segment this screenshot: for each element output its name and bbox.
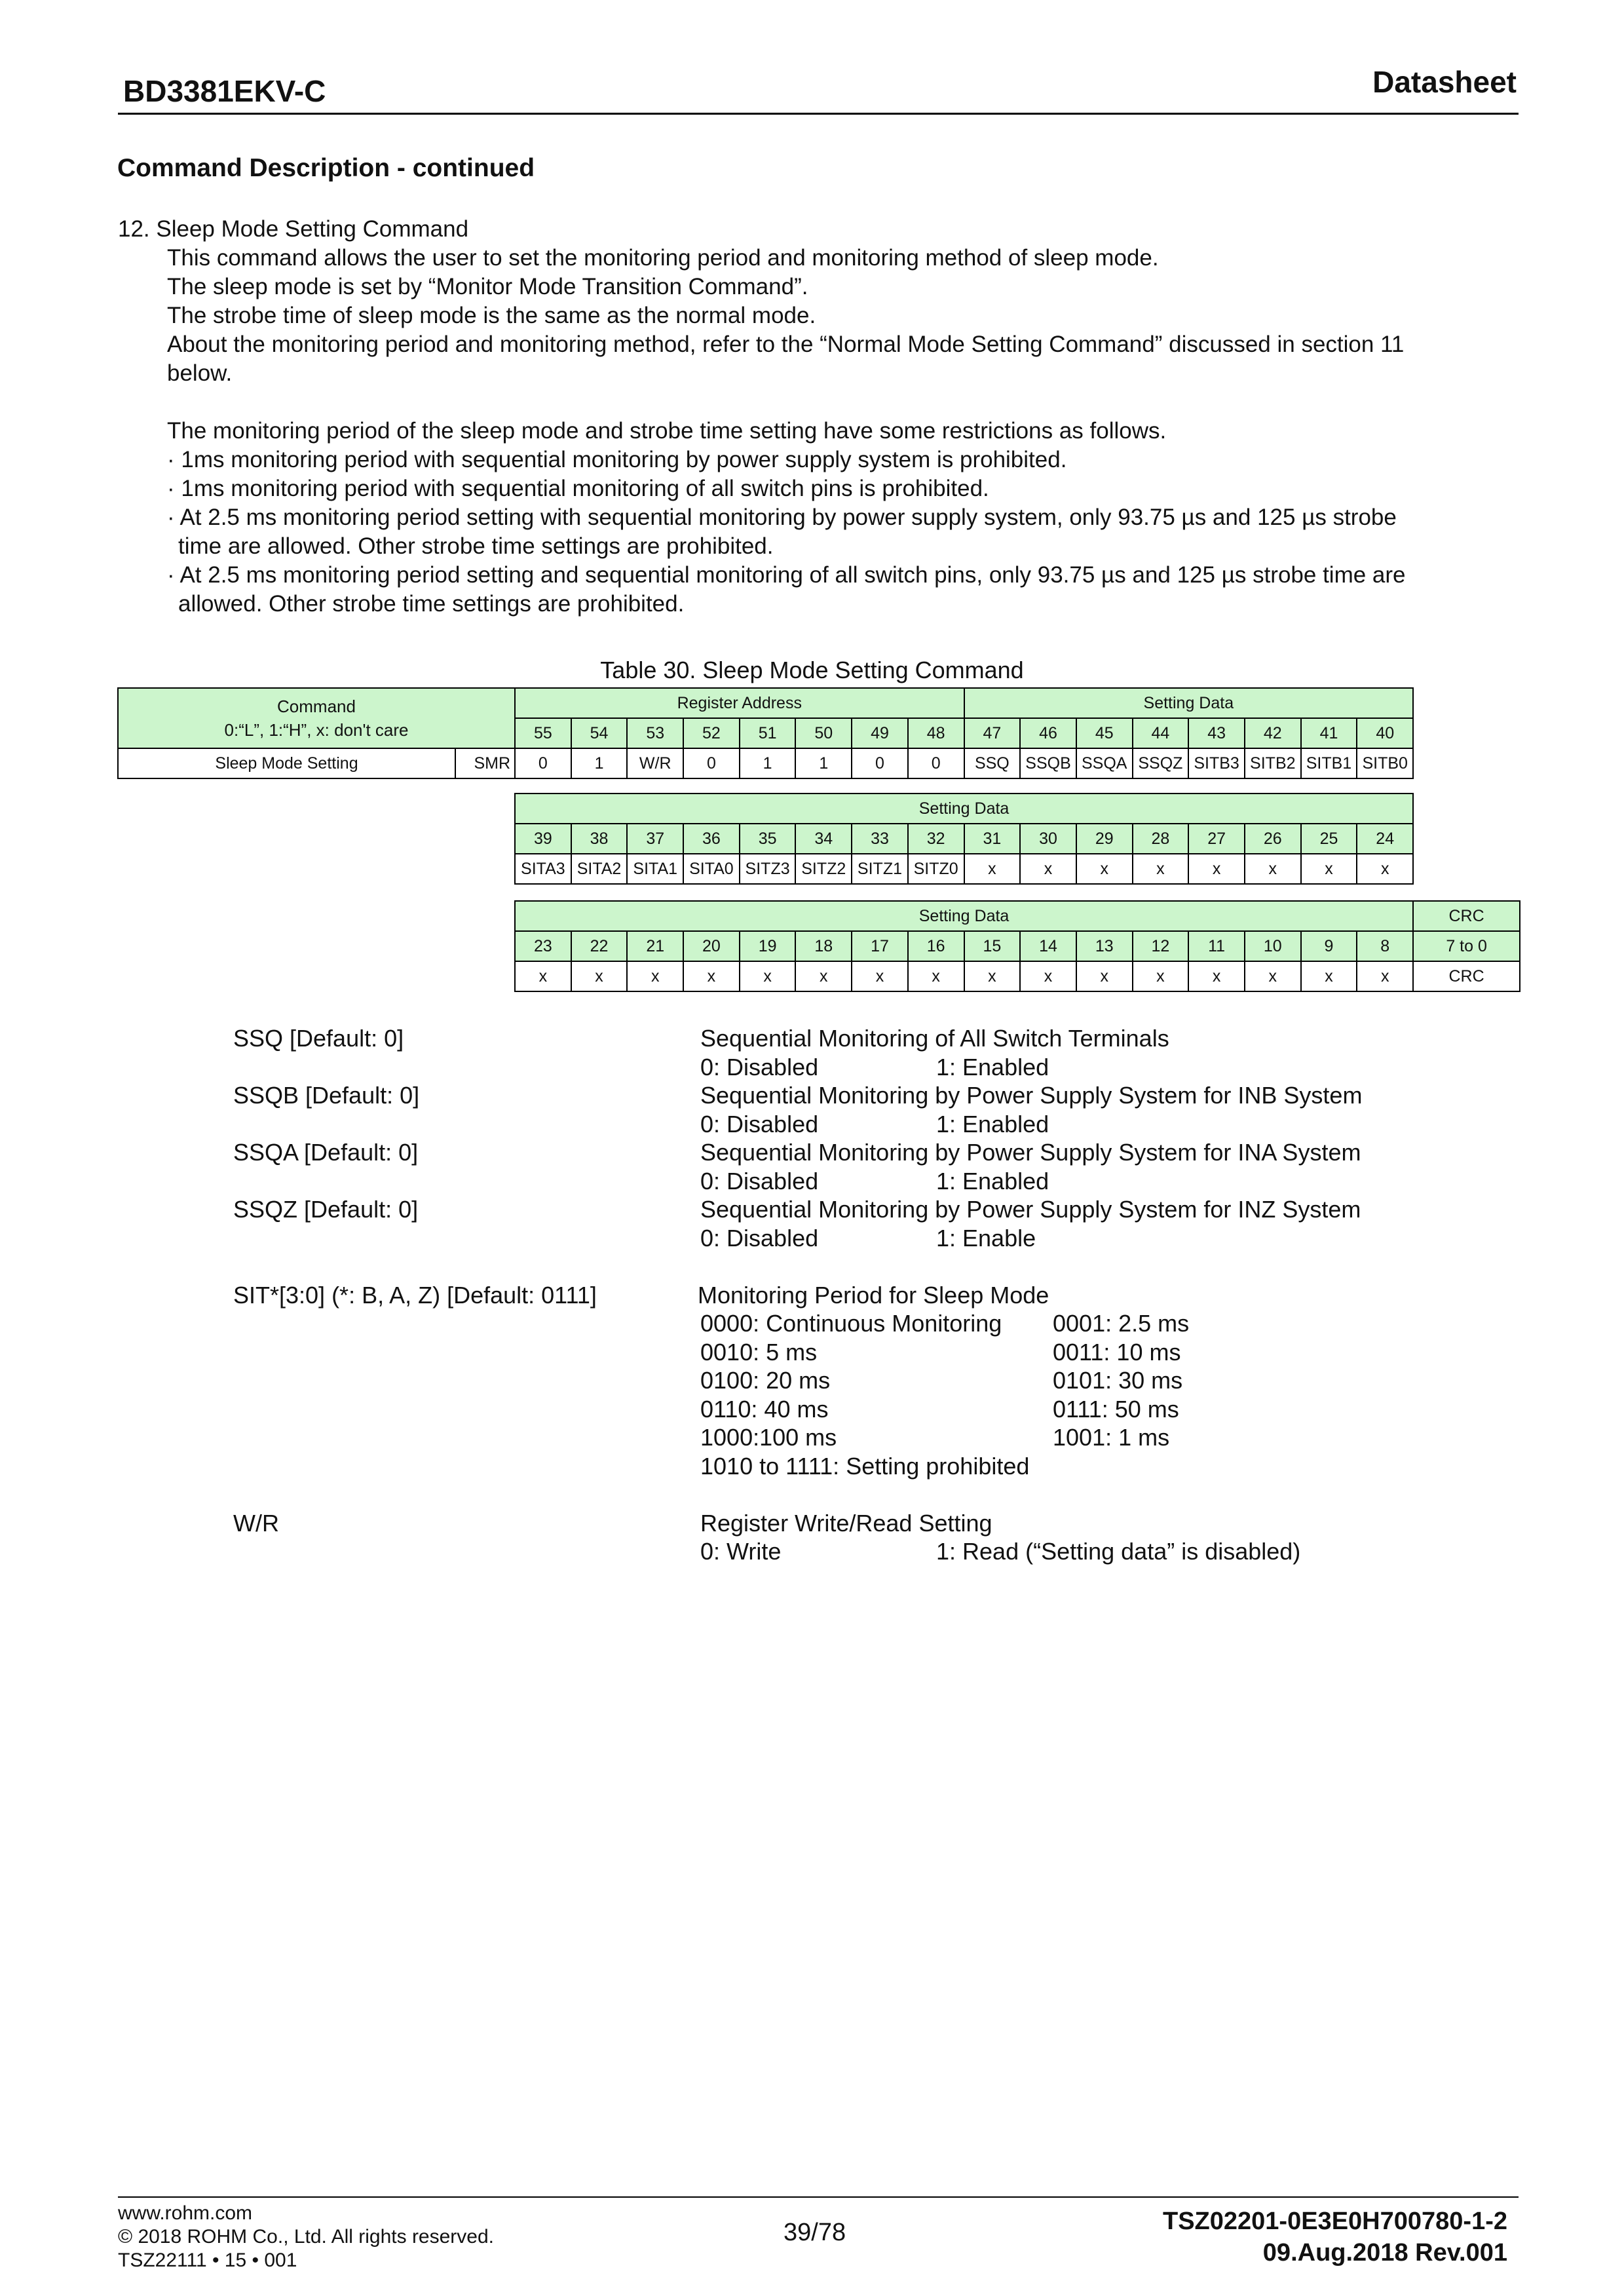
register-table-lower: [514, 900, 1520, 992]
bit-number: 50: [795, 718, 852, 748]
bit-value: x: [1188, 854, 1245, 884]
option: 1001: 1 ms: [1053, 1424, 1170, 1451]
table-caption: Table 30. Sleep Mode Setting Command: [600, 657, 1024, 683]
option: 1000:100 ms: [700, 1424, 837, 1451]
bit-number: 10: [1245, 931, 1301, 961]
bit-number: 34: [795, 824, 852, 854]
bit-number: 15: [964, 931, 1021, 961]
bit-number: 18: [795, 931, 852, 961]
bit-value: SITZ3: [740, 854, 796, 884]
bit-value: x: [683, 961, 740, 991]
bit-number: 40: [1357, 718, 1413, 748]
bit-value: SITZ1: [852, 854, 908, 884]
option: 0010: 5 ms: [700, 1338, 818, 1366]
bit-number: 26: [1245, 824, 1301, 854]
bit-number: 12: [1133, 931, 1189, 961]
bit-value: x: [1020, 961, 1076, 991]
part-number: BD3381EKV-C: [123, 74, 326, 108]
bit-value: SITB1: [1301, 748, 1357, 778]
field-name-sit: SIT*[3:0] (*: B, A, Z) [Default: 0111]: [233, 1281, 597, 1309]
bit-value: x: [908, 961, 964, 991]
option: 1: Enabled: [936, 1110, 1049, 1138]
restriction-item: · At 2.5 ms monitoring period setting with sequential monitoring by power supply system, only 93.75 µs and 125 µs strobe: [167, 505, 1397, 530]
bit-value: W/R: [627, 748, 683, 778]
field-desc-ssq: Sequential Monitoring of All Switch Terminals: [700, 1025, 1169, 1052]
bit-number: 32: [908, 824, 964, 854]
intro-line: below.: [167, 360, 233, 386]
bit-value: x: [1357, 854, 1413, 884]
command-name: Sleep Mode Setting: [118, 748, 455, 778]
bit-value: x: [964, 854, 1021, 884]
bit-number: 46: [1020, 718, 1076, 748]
bit-number: 22: [571, 931, 628, 961]
bit-value: 0: [683, 748, 740, 778]
bit-number: 28: [1133, 824, 1189, 854]
restriction-item: · At 2.5 ms monitoring period setting and sequential monitoring of all switch pins, only 93.75 µs and 125 µs strobe time are: [167, 562, 1406, 588]
option: 0111: 50 ms: [1053, 1395, 1179, 1423]
bit-value: SSQZ: [1133, 748, 1189, 778]
field-name-ssq: SSQ [Default: 0]: [233, 1025, 404, 1052]
bit-number: 30: [1020, 824, 1076, 854]
bit-value: x: [795, 961, 852, 991]
bit-value: 0: [852, 748, 908, 778]
option: 0000: Continuous Monitoring: [700, 1310, 1002, 1337]
bit-number: 9: [1301, 931, 1357, 961]
bit-number: 11: [1188, 931, 1245, 961]
bit-number: 37: [627, 824, 683, 854]
option: 0: Disabled: [700, 1224, 819, 1252]
bit-value: x: [1301, 961, 1357, 991]
setting-data-header: Setting Data: [515, 794, 1413, 824]
bit-value: SITB2: [1245, 748, 1301, 778]
bit-number: 43: [1188, 718, 1245, 748]
field-desc-wr: Register Write/Read Setting: [700, 1509, 992, 1537]
option: 1: Read (“Setting data” is disabled): [936, 1538, 1301, 1565]
item-heading: 12. Sleep Mode Setting Command: [118, 216, 469, 242]
bit-value: x: [1133, 961, 1189, 991]
command-header-legend: 0:“L”, 1:“H”, x: don't care: [224, 720, 409, 740]
form-code: TSZ22111 • 15 • 001: [118, 2249, 297, 2271]
field-name-ssqz: SSQZ [Default: 0]: [233, 1196, 419, 1223]
date-revision: 09.Aug.2018 Rev.001: [1262, 2239, 1507, 2267]
bit-number: 54: [571, 718, 628, 748]
bit-value: x: [1020, 854, 1076, 884]
crc-value: CRC: [1413, 961, 1520, 991]
setting-data-header: Setting Data: [515, 901, 1413, 931]
bit-value: SITA1: [627, 854, 683, 884]
bit-number: 49: [852, 718, 908, 748]
bit-number: 41: [1301, 718, 1357, 748]
register-table-upper: [117, 687, 1414, 779]
intro-line: This command allows the user to set the monitoring period and monitoring method of sleep mode.: [167, 245, 1159, 271]
bit-number: 16: [908, 931, 964, 961]
register-table-middle: [514, 793, 1414, 885]
option: 1: Enabled: [936, 1053, 1049, 1081]
bit-value: 0: [908, 748, 964, 778]
option: 0: Disabled: [700, 1053, 819, 1081]
restriction-item: time are allowed. Other strobe time settings are prohibited.: [178, 533, 774, 559]
section-title: Command Description - continued: [117, 154, 535, 182]
bit-value: x: [1245, 961, 1301, 991]
bit-value: SITA2: [571, 854, 628, 884]
field-name-wr: W/R: [233, 1509, 279, 1537]
option: 0: Disabled: [700, 1110, 819, 1138]
bit-number: 20: [683, 931, 740, 961]
register-address-header: Register Address: [515, 688, 964, 718]
bit-number: 36: [683, 824, 740, 854]
definition-descriptions: [700, 1024, 1362, 1566]
command-header-title: Command: [277, 697, 356, 716]
bit-value: x: [571, 961, 628, 991]
restriction-item: · 1ms monitoring period with sequential monitoring of all switch pins is prohibited.: [167, 476, 989, 501]
bit-value: x: [1301, 854, 1357, 884]
bit-number: 47: [964, 718, 1021, 748]
bit-value: 1: [740, 748, 796, 778]
field-desc-ssqb: Sequential Monitoring by Power Supply System for INB System: [700, 1082, 1363, 1109]
bit-value: x: [964, 961, 1021, 991]
bit-value: 1: [571, 748, 628, 778]
bit-value: SITA0: [683, 854, 740, 884]
bit-value: x: [1133, 854, 1189, 884]
restriction-item: · 1ms monitoring period with sequential monitoring by power supply system is prohibited.: [167, 447, 1067, 472]
bit-number: 27: [1188, 824, 1245, 854]
footer-left: [118, 2202, 494, 2272]
crc-header: CRC: [1413, 901, 1520, 931]
bit-value: SSQA: [1076, 748, 1133, 778]
bit-value: SITZ2: [795, 854, 852, 884]
intro-line: The sleep mode is set by “Monitor Mode Transition Command”.: [167, 274, 808, 299]
bit-number: 53: [627, 718, 683, 748]
bit-value: x: [515, 961, 571, 991]
bit-value: 1: [795, 748, 852, 778]
bit-value: x: [1188, 961, 1245, 991]
footer-right: [1163, 2206, 1507, 2268]
restrictions-intro: The monitoring period of the sleep mode and strobe time setting have some restrictions as follows.: [167, 418, 1167, 444]
field-desc-ssqz: Sequential Monitoring by Power Supply System for INZ System: [700, 1196, 1361, 1223]
bit-number: 8: [1357, 931, 1413, 961]
bit-number: 42: [1245, 718, 1301, 748]
bit-number: 23: [515, 931, 571, 961]
bit-value: x: [1076, 854, 1133, 884]
field-name-ssqa: SSQA [Default: 0]: [233, 1139, 419, 1166]
bit-number: 44: [1133, 718, 1189, 748]
bit-number: 52: [683, 718, 740, 748]
bit-value: x: [740, 961, 796, 991]
bit-number: 39: [515, 824, 571, 854]
header-divider: [118, 113, 1519, 115]
bit-value: SITB0: [1357, 748, 1413, 778]
copyright: © 2018 ROHM Co., Ltd. All rights reserved.: [118, 2226, 494, 2248]
option: 0: Disabled: [700, 1167, 819, 1195]
bit-number: 29: [1076, 824, 1133, 854]
option: 0100: 20 ms: [700, 1367, 831, 1394]
bit-number: 35: [740, 824, 796, 854]
bit-value: x: [627, 961, 683, 991]
bit-number: 51: [740, 718, 796, 748]
bit-number: 48: [908, 718, 964, 748]
bit-number: 33: [852, 824, 908, 854]
bit-number: 31: [964, 824, 1021, 854]
bit-value: x: [1245, 854, 1301, 884]
bit-number: 45: [1076, 718, 1133, 748]
website-link[interactable]: www.rohm.com: [118, 2202, 253, 2224]
bit-number: 13: [1076, 931, 1133, 961]
bit-value: x: [852, 961, 908, 991]
bit-number: 19: [740, 931, 796, 961]
definition-names: [233, 1024, 597, 1537]
bit-number: 14: [1020, 931, 1076, 961]
restriction-item: allowed. Other strobe time settings are prohibited.: [178, 591, 685, 617]
option: 0101: 30 ms: [1053, 1367, 1183, 1394]
bit-value: SITA3: [515, 854, 571, 884]
setting-data-header: Setting Data: [964, 688, 1414, 718]
field-name-ssqb: SSQB [Default: 0]: [233, 1082, 420, 1109]
bit-number: 21: [627, 931, 683, 961]
bit-value: SSQB: [1020, 748, 1076, 778]
command-description: [118, 215, 1526, 619]
field-desc-sit: Monitoring Period for Sleep Mode: [698, 1281, 1049, 1309]
option: 1: Enabled: [936, 1167, 1049, 1195]
footer-divider: [118, 2196, 1519, 2198]
doc-type: Datasheet: [1372, 65, 1517, 99]
intro-line: About the monitoring period and monitoring method, refer to the “Normal Mode Setting Command” discussed in section 11: [167, 332, 1405, 357]
bit-value: SITZ0: [908, 854, 964, 884]
bit-value: x: [1076, 961, 1133, 991]
intro-line: The strobe time of sleep mode is the same as the normal mode.: [167, 303, 816, 328]
option-prohibited: 1010 to 1111: Setting prohibited: [700, 1452, 1030, 1480]
bit-number: 38: [571, 824, 628, 854]
option: 0110: 40 ms: [700, 1395, 829, 1423]
bit-number: 17: [852, 931, 908, 961]
page-number: 39/78: [784, 2219, 846, 2246]
doc-number: TSZ02201-0E3E0H700780-1-2: [1162, 2208, 1507, 2235]
bit-value: 0: [515, 748, 571, 778]
bit-number: 25: [1301, 824, 1357, 854]
field-desc-ssqa: Sequential Monitoring by Power Supply System for INA System: [700, 1139, 1361, 1166]
option: 1: Enable: [936, 1224, 1036, 1252]
bit-value: x: [1357, 961, 1413, 991]
option: 0011: 10 ms: [1053, 1338, 1181, 1366]
option: 0: Write: [700, 1538, 782, 1565]
bit-number: 24: [1357, 824, 1413, 854]
option: 0001: 2.5 ms: [1053, 1310, 1190, 1337]
bit-number: 55: [515, 718, 571, 748]
bit-value: SSQ: [964, 748, 1021, 778]
command-header: [118, 688, 515, 748]
command-abbr: SMR: [455, 748, 515, 778]
bit-value: SITB3: [1188, 748, 1245, 778]
crc-bit-range: 7 to 0: [1413, 931, 1520, 961]
